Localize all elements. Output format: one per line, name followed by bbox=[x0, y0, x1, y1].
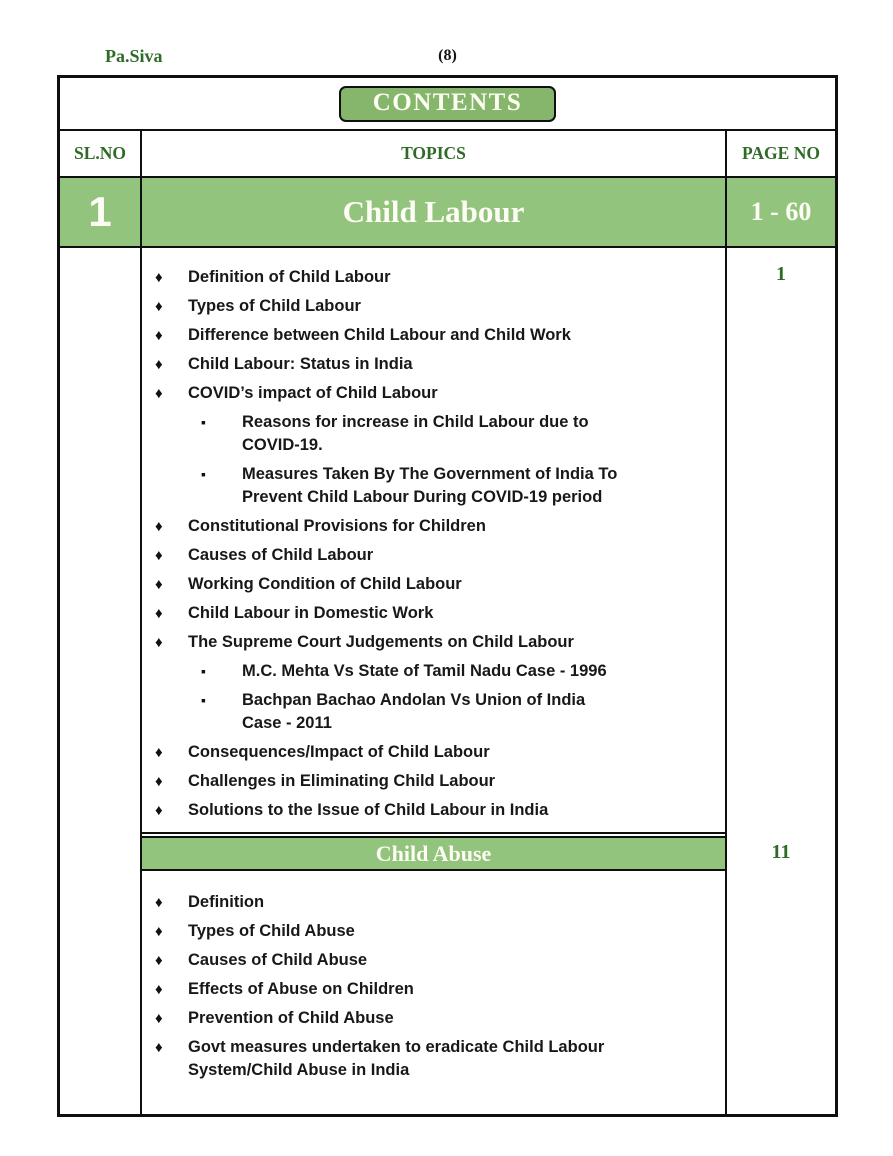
child-abuse-topic-list bbox=[142, 873, 725, 1114]
folio-number: (8) bbox=[438, 47, 457, 64]
contents-table bbox=[57, 75, 838, 1117]
toc-item-text: Causes of Child Labour bbox=[188, 546, 374, 564]
toc-item-text: Child Labour in Domestic Work bbox=[188, 604, 434, 622]
section2-page-number: 11 bbox=[771, 841, 791, 863]
contents-banner-row bbox=[60, 78, 835, 131]
toc-item-text: COVID’s impact of Child Labour bbox=[188, 384, 438, 402]
body-pageno-cell bbox=[727, 248, 835, 1114]
toc-item-text: System/Child Abuse in India bbox=[188, 1061, 410, 1079]
toc-item-text: Types of Child Labour bbox=[188, 297, 361, 315]
diamond-bullet-icon: ♦ bbox=[155, 605, 163, 622]
diamond-bullet-icon: ♦ bbox=[155, 923, 163, 940]
toc-item bbox=[142, 920, 719, 943]
toc-item-text: Case - 2011 bbox=[242, 714, 332, 732]
toc-item bbox=[142, 486, 719, 509]
toc-item bbox=[142, 573, 719, 596]
diamond-bullet-icon: ♦ bbox=[155, 269, 163, 286]
toc-item-text: Measures Taken By The Government of India To bbox=[242, 465, 618, 483]
toc-item bbox=[142, 741, 719, 764]
toc-item-text: Prevent Child Labour During COVID-19 period bbox=[242, 488, 603, 506]
header-cell-topics bbox=[142, 131, 727, 176]
toc-item-text: M.C. Mehta Vs State of Tamil Nadu Case - 1996 bbox=[242, 662, 607, 680]
diamond-bullet-icon: ♦ bbox=[155, 981, 163, 998]
toc-item bbox=[142, 382, 719, 405]
toc-item-text: Consequences/Impact of Child Labour bbox=[188, 743, 490, 761]
body-topics-cell bbox=[142, 248, 727, 1114]
toc-item-text: Child Labour: Status in India bbox=[188, 355, 413, 373]
toc-item bbox=[142, 602, 719, 625]
diamond-bullet-icon: ♦ bbox=[155, 576, 163, 593]
square-bullet-icon: ▪ bbox=[201, 663, 206, 679]
chapter-row bbox=[60, 178, 835, 249]
toc-item-text: Challenges in Eliminating Child Labour bbox=[188, 772, 496, 790]
table-body-row bbox=[60, 248, 835, 1114]
toc-item-text: COVID-19. bbox=[242, 436, 323, 454]
square-bullet-icon: ▪ bbox=[201, 414, 206, 430]
toc-item bbox=[142, 434, 719, 457]
toc-item-text: Bachpan Bachao Andolan Vs Union of India bbox=[242, 691, 586, 709]
toc-item bbox=[142, 463, 719, 486]
toc-item bbox=[142, 631, 719, 654]
header-cell-slno bbox=[60, 131, 142, 176]
body-slno-cell bbox=[60, 248, 142, 1114]
contents-title-badge: CONTENTS bbox=[339, 86, 557, 122]
diamond-bullet-icon: ♦ bbox=[155, 1039, 163, 1056]
diamond-bullet-icon: ♦ bbox=[155, 744, 163, 761]
author-name: Pa.Siva bbox=[105, 46, 163, 66]
toc-item bbox=[142, 799, 719, 822]
toc-item-text: Constitutional Provisions for Children bbox=[188, 517, 486, 535]
toc-item bbox=[142, 978, 719, 1001]
table-header-row bbox=[60, 131, 835, 178]
diamond-bullet-icon: ♦ bbox=[155, 773, 163, 790]
child-abuse-section-header bbox=[142, 836, 725, 871]
toc-item-text: Types of Child Abuse bbox=[188, 922, 355, 940]
toc-item-text: The Supreme Court Judgements on Child Labour bbox=[188, 633, 574, 651]
chapter-pages-cell bbox=[727, 178, 835, 247]
chapter-number-cell bbox=[60, 178, 142, 247]
slno-header-label: SL.NO bbox=[73, 142, 127, 163]
toc-item bbox=[142, 324, 719, 347]
toc-item-text: Definition of Child Labour bbox=[188, 268, 391, 286]
diamond-bullet-icon: ♦ bbox=[155, 356, 163, 373]
chapter-title: Child Labour bbox=[342, 193, 525, 229]
toc-item bbox=[142, 891, 719, 914]
chapter-number: 1 bbox=[88, 187, 112, 235]
toc-item bbox=[142, 689, 719, 712]
square-bullet-icon: ▪ bbox=[201, 692, 206, 708]
diamond-bullet-icon: ♦ bbox=[155, 547, 163, 564]
diamond-bullet-icon: ♦ bbox=[155, 894, 163, 911]
toc-item-text: Causes of Child Abuse bbox=[188, 951, 368, 969]
chapter-title-cell bbox=[142, 178, 727, 247]
toc-item bbox=[142, 1059, 719, 1082]
toc-item bbox=[142, 353, 719, 376]
toc-item bbox=[142, 295, 719, 318]
diamond-bullet-icon: ♦ bbox=[155, 298, 163, 315]
toc-item-text: Definition bbox=[188, 893, 265, 911]
diamond-bullet-icon: ♦ bbox=[155, 1010, 163, 1027]
toc-item-text: Difference between Child Labour and Child Work bbox=[188, 326, 571, 344]
toc-item-text: Govt measures undertaken to eradicate Child Labour bbox=[188, 1038, 605, 1056]
toc-item bbox=[142, 1007, 719, 1030]
toc-item-text: Effects of Abuse on Children bbox=[188, 980, 414, 998]
toc-item-text: Solutions to the Issue of Child Labour in India bbox=[188, 801, 549, 819]
header-cell-pageno bbox=[727, 131, 835, 176]
toc-item bbox=[142, 949, 719, 972]
diamond-bullet-icon: ♦ bbox=[155, 952, 163, 969]
topics-header-label: TOPICS bbox=[401, 142, 466, 163]
square-bullet-icon: ▪ bbox=[201, 466, 206, 482]
toc-item bbox=[142, 411, 719, 434]
toc-item bbox=[142, 515, 719, 538]
toc-item bbox=[142, 266, 719, 289]
toc-item-text: Working Condition of Child Labour bbox=[188, 575, 462, 593]
chapter-page-range: 1 - 60 bbox=[750, 196, 812, 226]
diamond-bullet-icon: ♦ bbox=[155, 518, 163, 535]
section1-page-number: 1 bbox=[776, 263, 786, 285]
toc-item bbox=[142, 712, 719, 735]
toc-item bbox=[142, 770, 719, 793]
child-abuse-section-title: Child Abuse bbox=[375, 840, 492, 866]
diamond-bullet-icon: ♦ bbox=[155, 634, 163, 651]
pageno-header-label: PAGE NO bbox=[742, 142, 820, 163]
diamond-bullet-icon: ♦ bbox=[155, 385, 163, 402]
diamond-bullet-icon: ♦ bbox=[155, 327, 163, 344]
diamond-bullet-icon: ♦ bbox=[155, 802, 163, 819]
toc-item bbox=[142, 1036, 719, 1059]
toc-item-text: Reasons for increase in Child Labour due to bbox=[242, 413, 589, 431]
toc-item bbox=[142, 544, 719, 567]
topics-stack bbox=[142, 248, 725, 1114]
toc-item bbox=[142, 660, 719, 683]
toc-item-text: Prevention of Child Abuse bbox=[188, 1009, 394, 1027]
child-labour-topic-list bbox=[142, 248, 725, 834]
